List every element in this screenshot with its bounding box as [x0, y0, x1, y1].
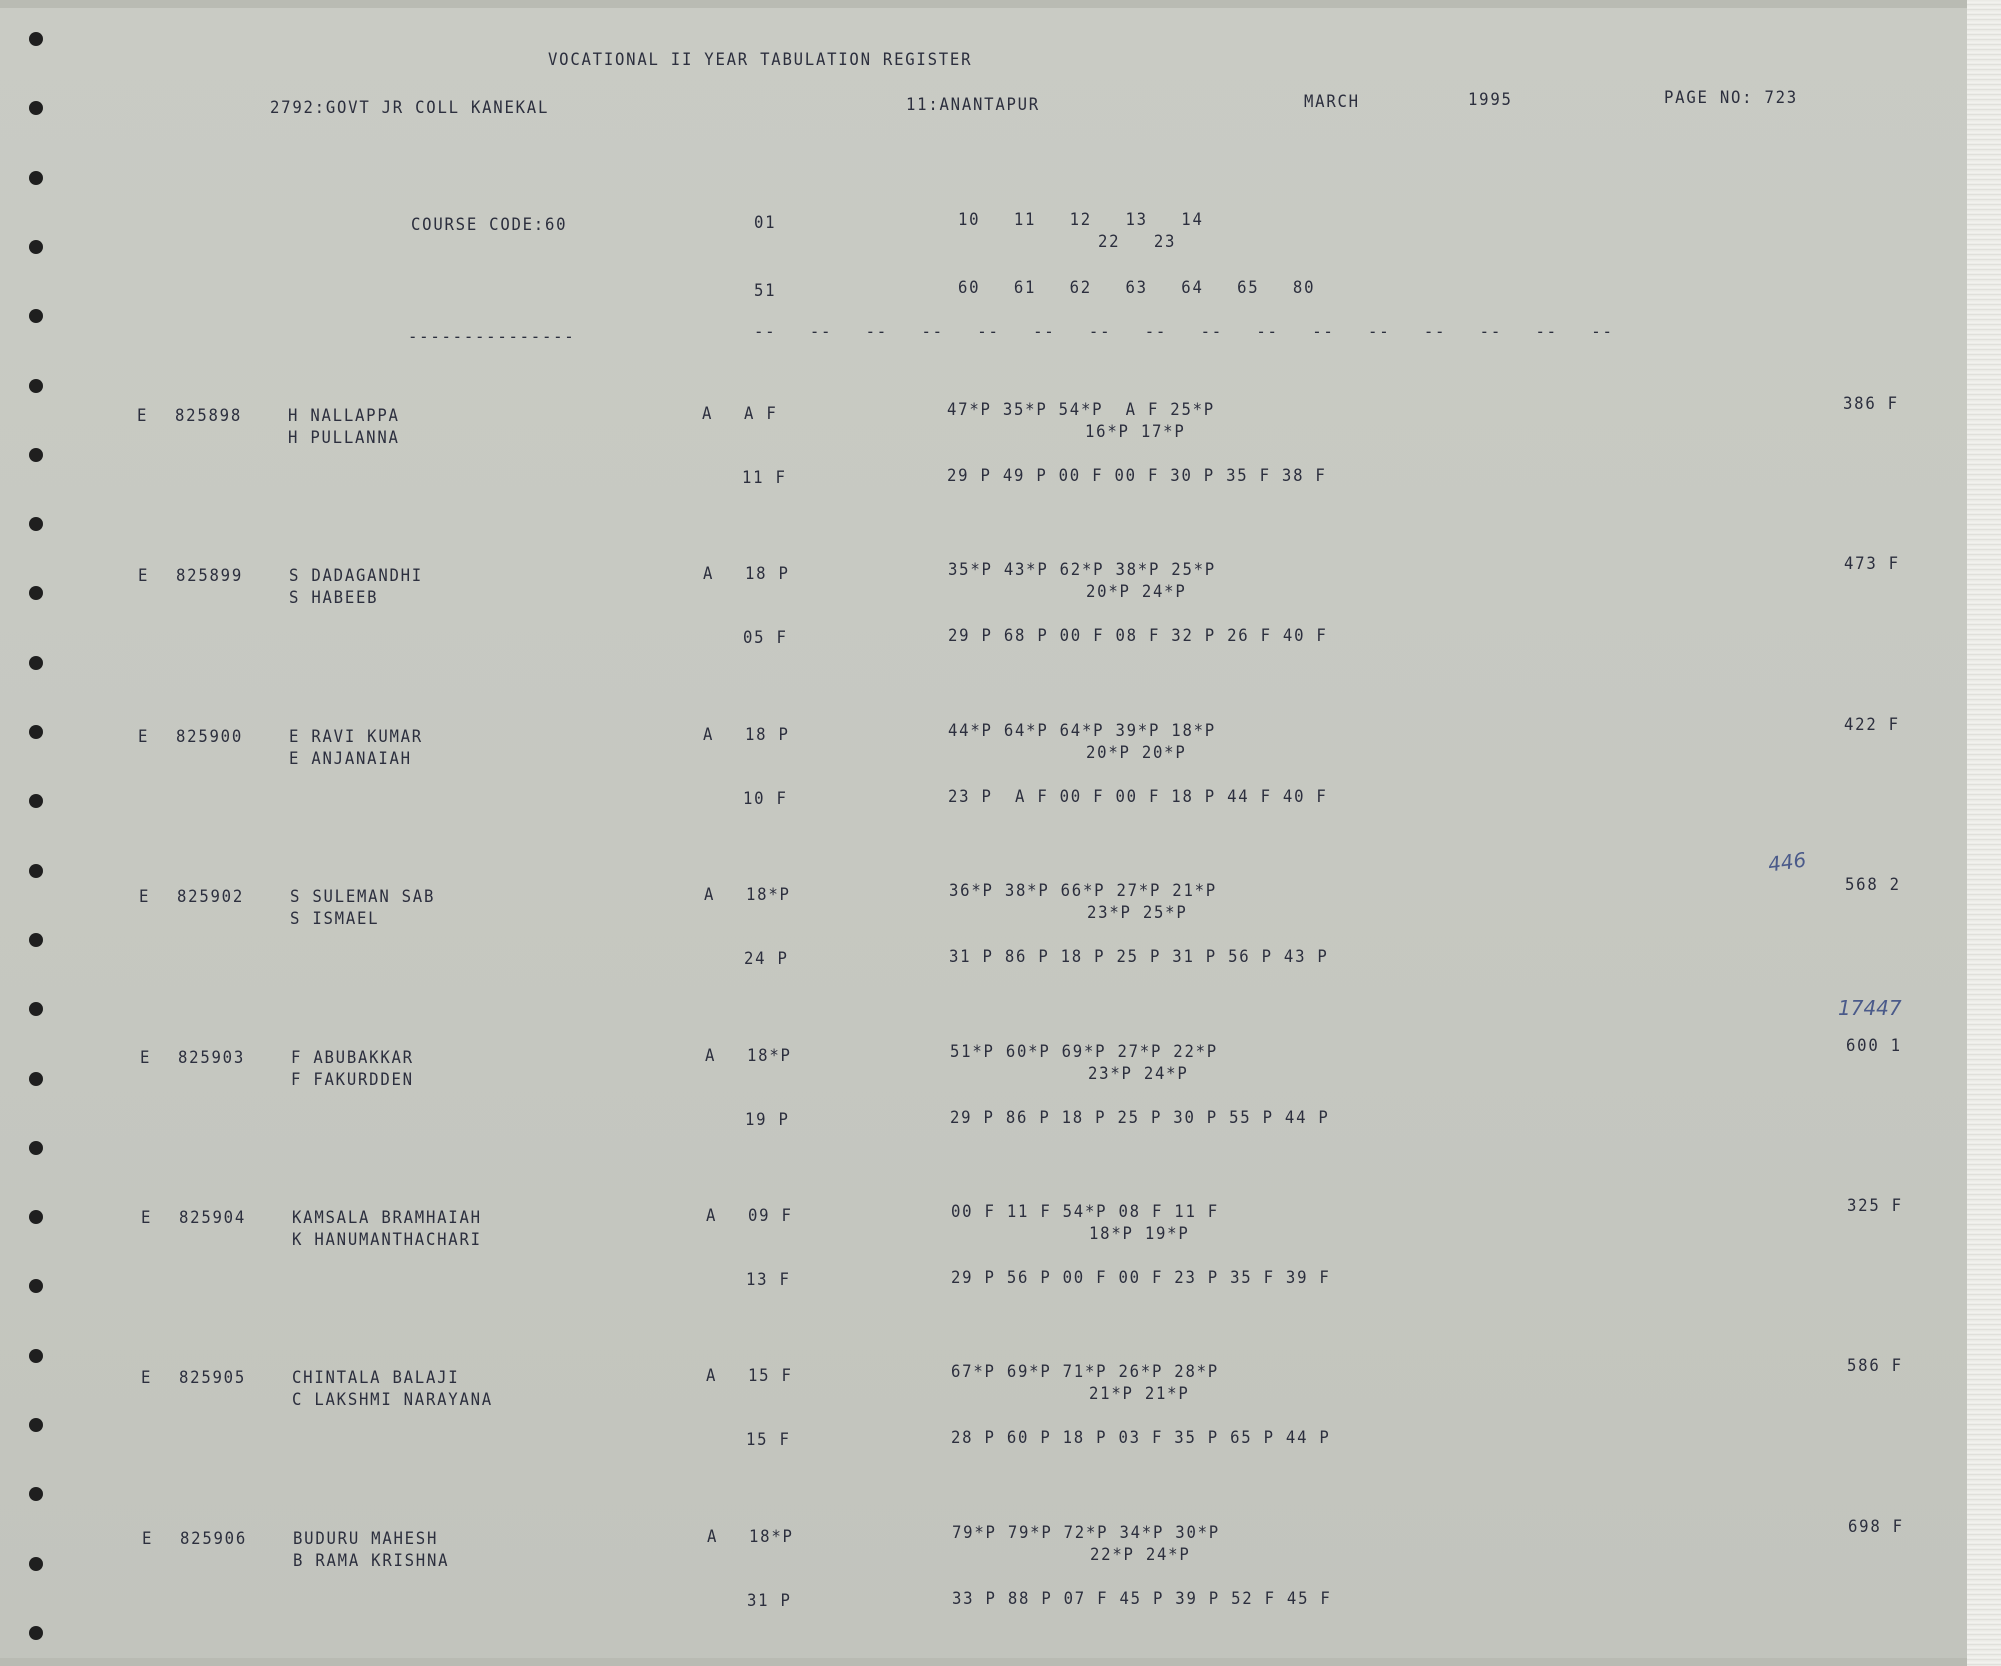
first-year-marks-sub: 21*P 21*P	[1089, 1384, 1190, 1405]
grand-total: 600 1	[1845, 1035, 1902, 1056]
second-year-marks: 33 P 88 P 07 F 45 P 39 P 52 F 45 F	[951, 1588, 1332, 1609]
father-name: F FAKURDDEN	[290, 1069, 414, 1090]
sprocket-hole	[29, 1626, 43, 1640]
second-subject-mark: 05 F	[742, 628, 788, 649]
first-year-marks: 79*P 79*P 72*P 34*P 30*P	[951, 1522, 1220, 1543]
first-year-marks-sub: 23*P 25*P	[1087, 903, 1188, 924]
first-year-marks-sub: 20*P 24*P	[1085, 582, 1187, 603]
hall-ticket-number: 825902	[177, 887, 245, 908]
record-prefix: E	[137, 406, 149, 426]
first-year-marks: 36*P 38*P 66*P 27*P 21*P	[949, 881, 1218, 902]
candidate-name: F ABUBAKKAR	[290, 1047, 414, 1068]
sprocket-hole	[29, 171, 43, 185]
candidate-name: H NALLAPPA	[288, 406, 400, 426]
subject-code-second: 51	[754, 281, 777, 301]
first-year-marks: 51*P 60*P 69*P 27*P 22*P	[949, 1041, 1218, 1062]
candidate-name: BUDURU MAHESH	[292, 1528, 439, 1549]
dash-separator-columns: -- -- -- -- -- -- -- -- -- -- -- -- -- -- -- --	[754, 322, 1614, 342]
record-prefix: E	[138, 726, 150, 747]
grand-total: 698 F	[1847, 1516, 1904, 1537]
first-year-marks: 00 F 11 F 54*P 08 F 11 F	[950, 1202, 1219, 1222]
group-code: A	[703, 724, 715, 745]
sprocket-hole	[29, 1418, 43, 1432]
second-year-marks: 31 P 86 P 18 P 25 P 31 P 56 P 43 P	[949, 947, 1329, 968]
grand-total: 568 2	[1845, 875, 1901, 896]
page-number: PAGE NO: 723	[1664, 88, 1798, 108]
second-subject-mark: 19 P	[744, 1109, 790, 1130]
second-year-marks: 29 P 86 P 18 P 25 P 30 P 55 P 44 P	[949, 1107, 1330, 1128]
candidate-name: CHINTALA BALAJI	[292, 1368, 460, 1389]
first-year-marks: 67*P 69*P 71*P 26*P 28*P	[951, 1362, 1220, 1383]
sprocket-hole	[29, 448, 43, 462]
first-subject-mark: 09 F	[747, 1206, 793, 1226]
course-code: COURSE CODE:60	[411, 215, 568, 235]
second-year-marks: 28 P 60 P 18 P 03 F 35 P 65 P 44 P	[951, 1428, 1331, 1449]
record-prefix: E	[139, 1047, 151, 1068]
group-code: A	[702, 404, 714, 424]
first-year-marks-sub: 23*P 24*P	[1087, 1063, 1189, 1084]
subject-codes-row2: 60 61 62 63 64 65 80	[958, 278, 1316, 298]
sprocket-hole	[29, 1072, 43, 1086]
subject-codes-row1: 10 11 12 13 14	[958, 210, 1204, 230]
sprocket-hole	[29, 933, 43, 947]
sprocket-hole	[29, 32, 43, 46]
father-name: E ANJANAIAH	[289, 748, 413, 769]
sprocket-hole	[29, 1141, 43, 1155]
group-code: A	[705, 1206, 717, 1226]
father-name: H PULLANNA	[288, 428, 400, 448]
first-year-marks-sub: 18*P 19*P	[1088, 1224, 1189, 1244]
second-subject-mark: 15 F	[746, 1430, 791, 1451]
group-code: A	[702, 564, 714, 585]
exam-year: 1995	[1468, 90, 1513, 110]
candidate-name: E RAVI KUMAR	[289, 726, 424, 747]
father-name: B RAMA KRISHNA	[292, 1550, 450, 1571]
first-subject-mark: A F	[744, 404, 778, 424]
sprocket-hole	[29, 725, 43, 739]
record-prefix: E	[137, 566, 149, 587]
hall-ticket-number: 825900	[176, 726, 244, 747]
father-name: C LAKSHMI NARAYANA	[292, 1390, 494, 1411]
first-year-marks-sub: 20*P 20*P	[1086, 742, 1187, 763]
first-year-marks: 35*P 43*P 62*P 38*P 25*P	[947, 560, 1216, 581]
paper-stack-edge	[1967, 0, 2001, 1666]
candidate-name: KAMSALA BRAMHAIAH	[291, 1208, 482, 1228]
sprocket-hole	[29, 240, 43, 254]
second-year-marks: 23 P A F 00 F 00 F 18 P 44 F 40 F	[948, 786, 1328, 807]
dash-separator-label: ---------------	[408, 327, 576, 347]
handwritten-note-2: 17447	[1838, 996, 1902, 1020]
first-subject-mark: 18*P	[746, 885, 791, 906]
second-subject-mark: 13 F	[745, 1270, 791, 1290]
first-subject-mark: 15 F	[748, 1366, 793, 1387]
second-year-marks: 29 P 49 P 00 F 00 F 30 P 35 F 38 F	[947, 466, 1327, 486]
group-code: A	[706, 1526, 719, 1547]
register-title: VOCATIONAL II YEAR TABULATION REGISTER	[548, 50, 973, 70]
second-year-marks: 29 P 56 P 00 F 00 F 23 P 35 F 39 F	[950, 1268, 1331, 1288]
hall-ticket-number: 825898	[175, 406, 242, 426]
first-subject-mark: 18 P	[745, 724, 791, 745]
record-prefix: E	[139, 887, 151, 908]
sprocket-hole	[29, 656, 43, 670]
college-name: 2792:GOVT JR COLL KANEKAL	[270, 98, 550, 118]
first-subject-mark: 18*P	[746, 1045, 792, 1066]
grand-total: 386 F	[1843, 394, 1899, 414]
subject-code-first: 01	[754, 213, 777, 233]
hall-ticket-number: 825905	[179, 1368, 247, 1389]
second-subject-mark: 31 P	[746, 1590, 792, 1611]
hall-ticket-number: 825899	[175, 566, 243, 587]
register-sheet	[0, 8, 2001, 1658]
grand-total: 422 F	[1844, 714, 1901, 735]
second-subject-mark: 24 P	[744, 949, 789, 970]
grand-total: 473 F	[1843, 554, 1900, 575]
father-name: S ISMAEL	[290, 909, 380, 930]
hall-ticket-number: 825906	[179, 1528, 247, 1549]
group-code: A	[704, 885, 716, 906]
second-year-marks: 29 P 68 P 00 F 08 F 32 P 26 F 40 F	[947, 626, 1328, 647]
handwritten-note-1: 446	[1766, 847, 1808, 877]
first-subject-mark: 18 P	[744, 564, 790, 585]
exam-month: MARCH	[1304, 92, 1360, 112]
sprocket-hole	[29, 517, 43, 531]
first-year-marks-sub: 16*P 17*P	[1085, 422, 1186, 442]
group-code: A	[704, 1045, 716, 1066]
record-prefix: E	[141, 1528, 154, 1549]
first-subject-mark: 18*P	[748, 1526, 794, 1547]
group-code: A	[706, 1366, 718, 1387]
sprocket-hole	[29, 379, 43, 393]
first-year-marks: 44*P 64*P 64*P 39*P 18*P	[948, 720, 1217, 741]
district-name: 11:ANANTAPUR	[906, 95, 1040, 115]
hall-ticket-number: 825903	[177, 1047, 245, 1068]
sprocket-hole	[29, 864, 43, 878]
first-year-marks: 47*P 35*P 54*P A F 25*P	[947, 400, 1215, 420]
sprocket-hole	[29, 1557, 43, 1571]
grand-total: 586 F	[1847, 1356, 1904, 1377]
father-name: K HANUMANTHACHARI	[291, 1230, 482, 1250]
second-subject-mark: 11 F	[742, 468, 787, 488]
second-subject-mark: 10 F	[743, 788, 789, 809]
sprocket-hole	[29, 1210, 43, 1224]
candidate-name: S DADAGANDHI	[288, 566, 423, 587]
subject-codes-row1-sub: 22 23	[1098, 232, 1177, 252]
grand-total: 325 F	[1846, 1196, 1903, 1216]
hall-ticket-number: 825904	[178, 1208, 246, 1228]
sprocket-hole	[29, 1349, 43, 1363]
candidate-name: S SULEMAN SAB	[290, 887, 436, 908]
record-prefix: E	[141, 1368, 153, 1389]
first-year-marks-sub: 22*P 24*P	[1089, 1544, 1191, 1565]
record-prefix: E	[140, 1208, 152, 1228]
father-name: S HABEEB	[288, 588, 379, 609]
